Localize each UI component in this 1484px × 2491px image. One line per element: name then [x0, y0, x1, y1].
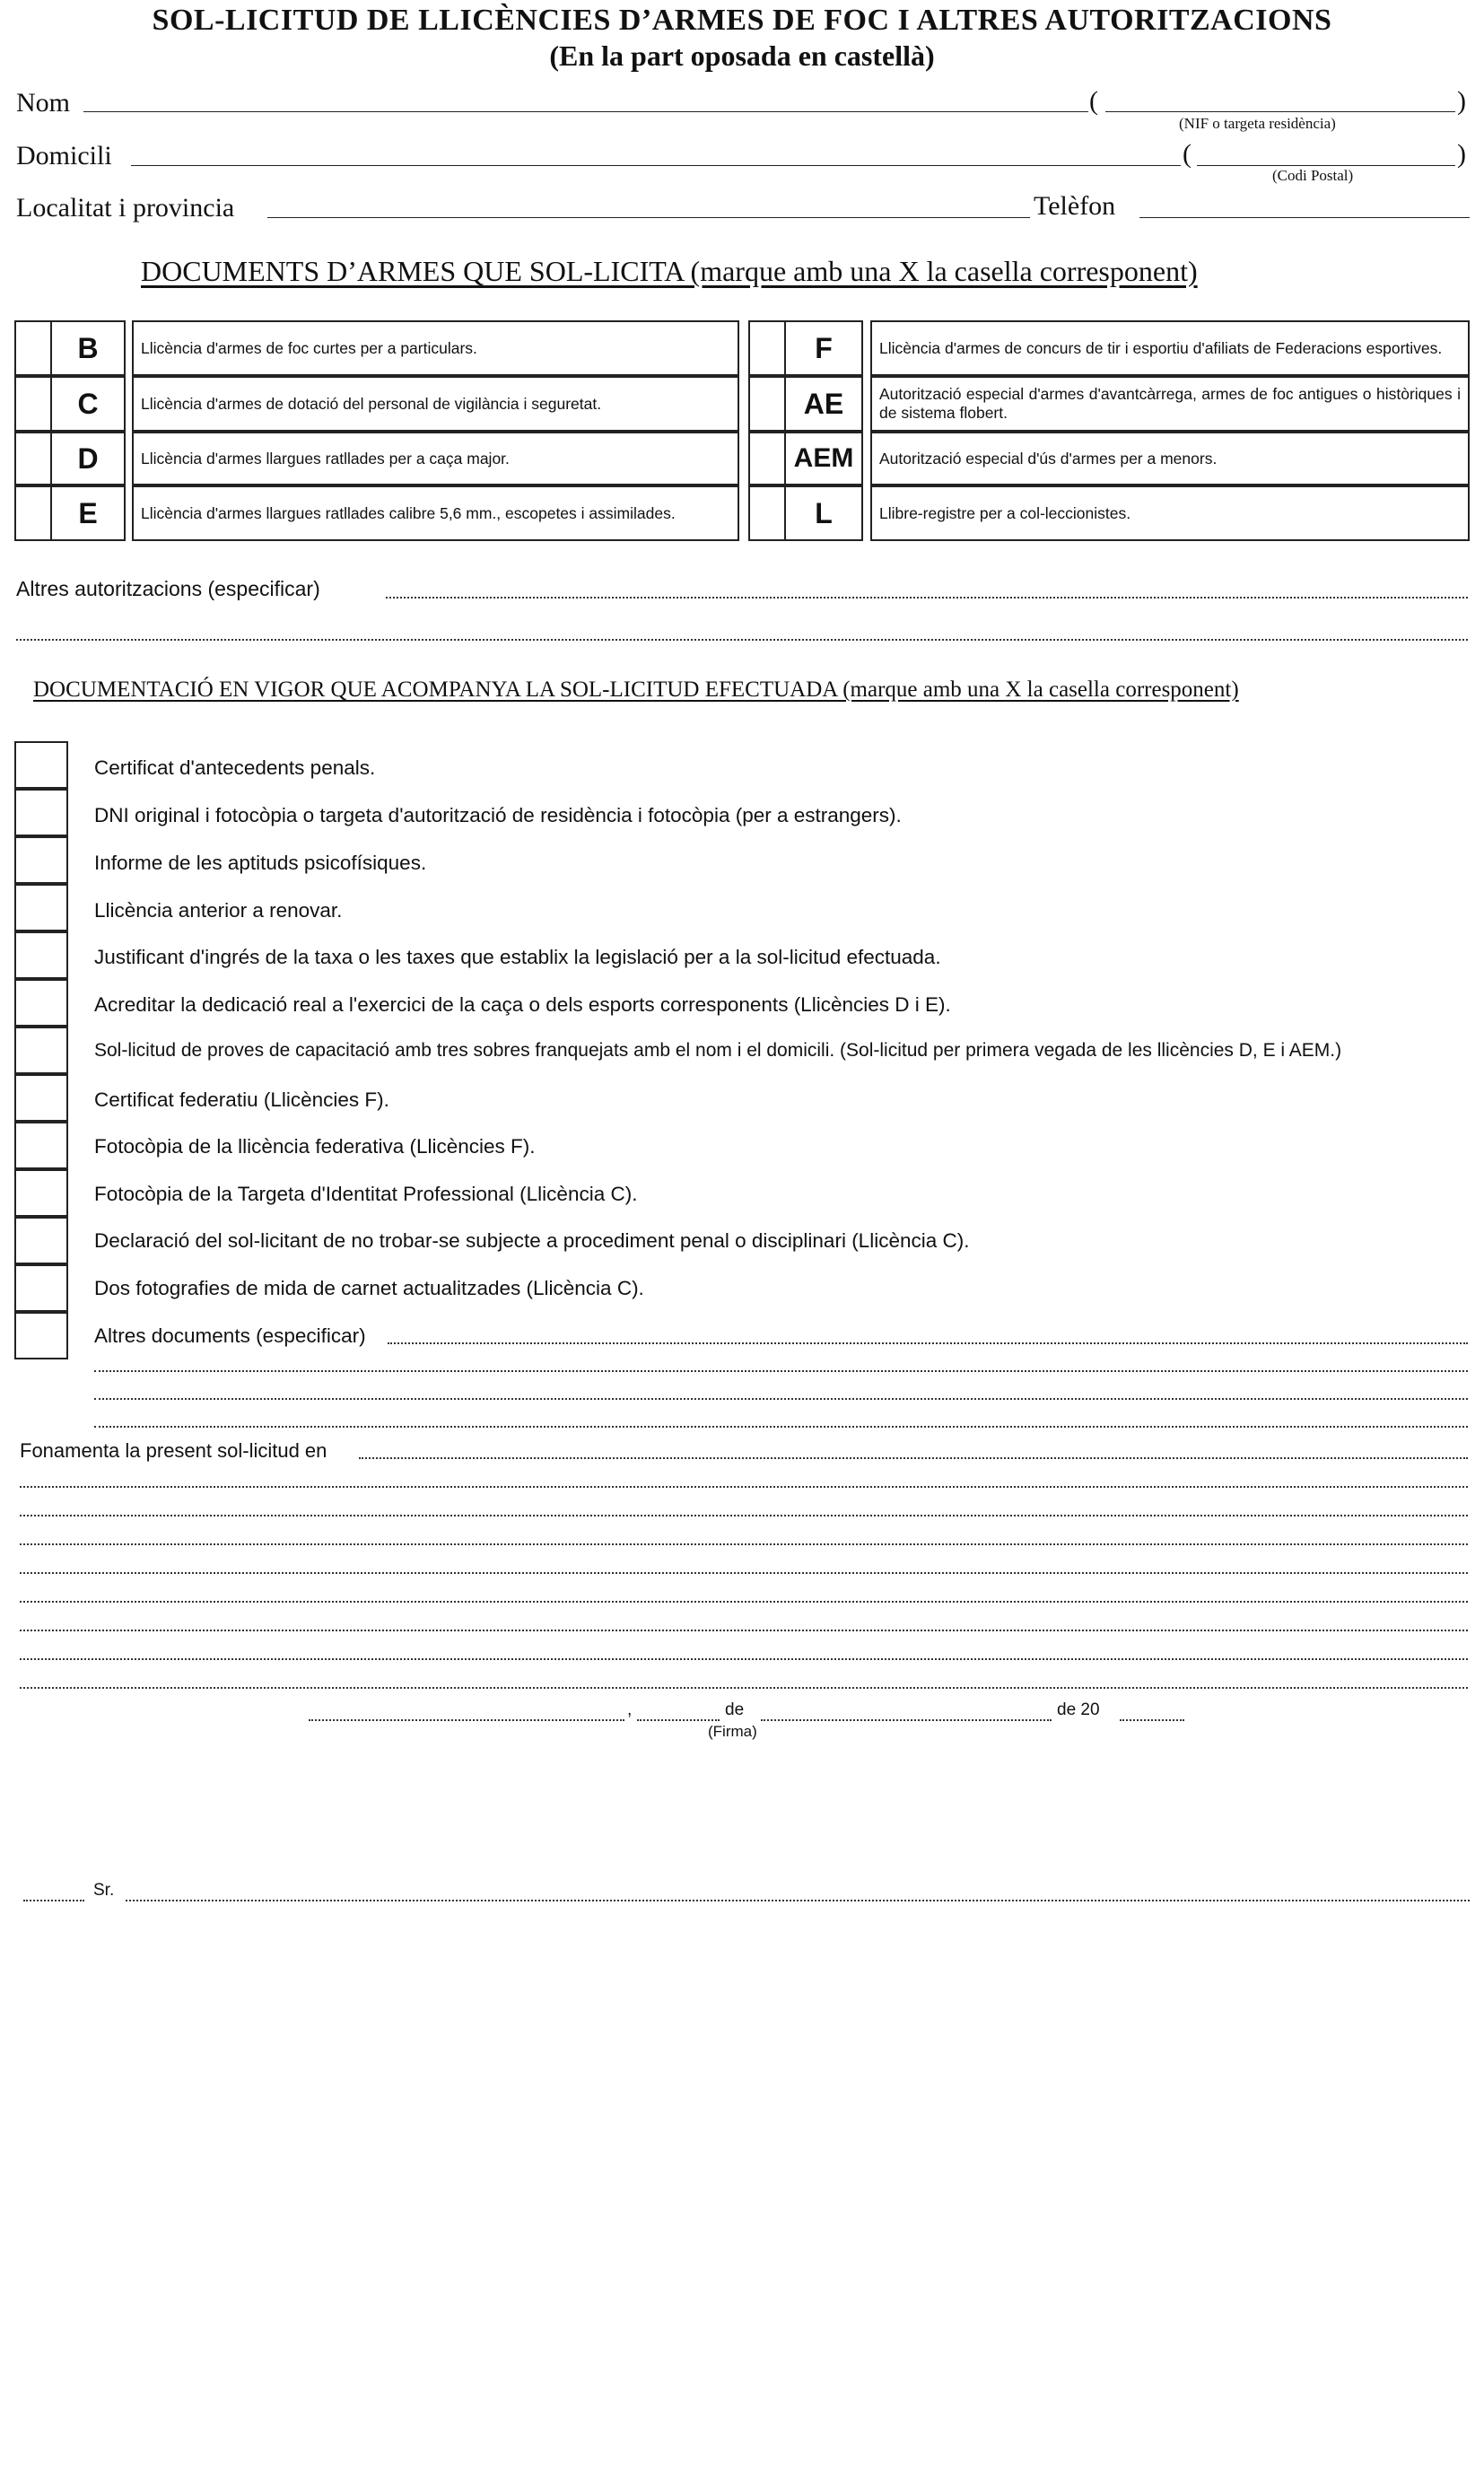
sr-prefix-field[interactable] — [23, 1900, 84, 1901]
licence-e-checkbox[interactable] — [14, 485, 52, 541]
doc-checkbox-6[interactable] — [14, 979, 68, 1027]
licence-f-code: F — [784, 320, 863, 376]
cp-hint: (Codi Postal) — [1272, 167, 1354, 184]
fonamenta-line-6[interactable] — [20, 1601, 1468, 1603]
other-docs-line-2[interactable] — [94, 1370, 1468, 1372]
licence-aem-checkbox[interactable] — [748, 432, 786, 485]
year-label: de 20 — [1057, 1700, 1100, 1719]
doc-checkbox-5[interactable] — [14, 931, 68, 979]
licence-b-text: Llicència d'armes de foc curtes per a particulars. — [141, 338, 477, 357]
licence-b-desc — [132, 320, 739, 376]
licences-section-title: DOCUMENTS D’ARMES QUE SOL-LICITA (marque amb una X la casella corresponent) — [141, 255, 1198, 287]
licence-d-code: D — [50, 432, 126, 485]
year-field[interactable] — [1120, 1719, 1184, 1721]
doc-checkbox-3[interactable] — [14, 836, 68, 884]
licence-e-desc — [132, 485, 739, 541]
licence-b-code: B — [50, 320, 126, 376]
de-label: de — [725, 1700, 745, 1719]
licence-c-desc — [132, 376, 739, 432]
sr-field[interactable] — [126, 1900, 1470, 1901]
sr-label: Sr. — [93, 1881, 115, 1900]
domicili-field[interactable] — [131, 165, 1181, 166]
doc-item-13: Altres documents (especificar) — [94, 1324, 366, 1347]
localitat-field[interactable] — [267, 217, 1030, 218]
doc-checkbox-9[interactable] — [14, 1122, 68, 1169]
cp-close-paren: ) — [1457, 139, 1466, 169]
doc-item-6: Acreditar la dedicació real a l'exercici de la caça o dels esports corresponents (Llicències D i E). — [94, 993, 951, 1016]
nom-field[interactable] — [83, 111, 1088, 112]
licence-d-desc — [132, 432, 739, 485]
fonamenta-label: Fonamenta la present sol-licitud en — [20, 1439, 327, 1462]
licence-f-text: Llicència d'armes de concurs de tir i esportiu d'afiliats de Federacions esportives. — [879, 338, 1443, 357]
doc-item-9: Fotocòpia de la llicència federativa (Llicències F). — [94, 1135, 536, 1158]
licence-l-checkbox[interactable] — [748, 485, 786, 541]
fonamenta-line-4[interactable] — [20, 1543, 1468, 1545]
licence-l-code: L — [784, 485, 863, 541]
licence-ae-text: Autorització especial d'armes d'avantcàrrega, armes de foc antigues o històriques i de sistema flobert. — [879, 385, 1461, 422]
fonamenta-line-1[interactable] — [359, 1457, 1468, 1459]
other-docs-line-3[interactable] — [94, 1398, 1468, 1400]
form-title: SOL-LICITUD DE LLICÈNCIES D’ARMES DE FOC I ALTRES AUTORITZACIONS — [152, 4, 1332, 37]
nif-open-paren: ( — [1089, 86, 1098, 116]
doc-item-3: Informe de les aptituds psicofísiques. — [94, 852, 427, 874]
fonamenta-line-2[interactable] — [20, 1486, 1468, 1488]
date-comma: , — [627, 1700, 633, 1719]
place-field[interactable] — [309, 1719, 624, 1721]
licence-e-text: Llicència d'armes llargues ratllades calibre 5,6 mm., escopetes i assimilades. — [141, 503, 676, 522]
doc-item-1: Certificat d'antecedents penals. — [94, 756, 376, 779]
doc-item-10: Fotocòpia de la Targeta d'Identitat Professional (Llicència C). — [94, 1183, 638, 1205]
licence-f-checkbox[interactable] — [748, 320, 786, 376]
fonamenta-line-5[interactable] — [20, 1572, 1468, 1574]
licence-ae-checkbox[interactable] — [748, 376, 786, 432]
licence-c-checkbox[interactable] — [14, 376, 52, 432]
cp-field[interactable] — [1197, 165, 1455, 166]
docs-section-title: DOCUMENTACIÓ EN VIGOR QUE ACOMPANYA LA SOL-LICITUD EFECTUADA (marque amb una X la casella corresponent) — [33, 677, 1239, 702]
licence-c-text: Llicència d'armes de dotació del personal de vigilància i seguretat. — [141, 394, 602, 413]
doc-checkbox-13[interactable] — [14, 1312, 68, 1359]
month-field[interactable] — [761, 1719, 1052, 1721]
telefon-label: Telèfon — [1034, 191, 1116, 221]
localitat-label: Localitat i provincia — [16, 193, 235, 223]
licence-l-desc — [870, 485, 1470, 541]
licence-d-text: Llicència d'armes llargues ratllades per a caça major. — [141, 449, 510, 468]
cp-open-paren: ( — [1183, 139, 1192, 169]
doc-item-5: Justificant d'ingrés de la taxa o les taxes que establix la legislació per a la sol-licitud efectuada. — [94, 946, 941, 968]
doc-item-7: Sol-licitud de proves de capacitació amb tres sobres franquejats amb el nom i el domicili. (Sol-licitud per primera vegada de les llicències D, E i AEM.) — [94, 1040, 1342, 1061]
nom-label: Nom — [16, 88, 70, 118]
licence-ae-code: AE — [784, 376, 863, 432]
licence-aem-code: AEM — [784, 432, 863, 485]
doc-checkbox-11[interactable] — [14, 1217, 68, 1264]
doc-checkbox-10[interactable] — [14, 1169, 68, 1217]
telefon-field[interactable] — [1139, 217, 1470, 218]
doc-item-4: Llicència anterior a renovar. — [94, 899, 343, 922]
other-auth-line-2[interactable] — [16, 639, 1468, 641]
licence-aem-text: Autorització especial d'ús d'armes per a menors. — [879, 449, 1218, 468]
licence-aem-desc — [870, 432, 1470, 485]
doc-item-11: Declaració del sol-licitant de no trobar-se subjecte a procediment penal o disciplinari (Llicència C). — [94, 1229, 970, 1252]
nif-hint: (NIF o targeta residència) — [1179, 115, 1336, 132]
doc-item-12: Dos fotografies de mida de carnet actualitzades (Llicència C). — [94, 1277, 644, 1299]
licence-b-checkbox[interactable] — [14, 320, 52, 376]
licence-d-checkbox[interactable] — [14, 432, 52, 485]
form-subtitle: (En la part oposada en castellà) — [549, 39, 935, 72]
domicili-label: Domicili — [16, 141, 112, 170]
doc-checkbox-12[interactable] — [14, 1264, 68, 1312]
doc-item-8: Certificat federatiu (Llicències F). — [94, 1088, 389, 1111]
licence-ae-desc — [870, 376, 1470, 432]
fonamenta-line-8[interactable] — [20, 1658, 1468, 1660]
licence-e-code: E — [50, 485, 126, 541]
fonamenta-line-3[interactable] — [20, 1515, 1468, 1516]
day-field[interactable] — [637, 1719, 720, 1721]
licence-l-text: Llibre-registre per a col-leccionistes. — [879, 503, 1131, 522]
doc-checkbox-7[interactable] — [14, 1027, 68, 1074]
other-docs-line-1[interactable] — [388, 1342, 1468, 1344]
fonamenta-line-9[interactable] — [20, 1687, 1468, 1689]
licence-f-desc — [870, 320, 1470, 376]
other-auth-line-1[interactable] — [386, 597, 1468, 599]
other-docs-line-4[interactable] — [94, 1426, 1468, 1428]
doc-checkbox-4[interactable] — [14, 884, 68, 931]
nif-close-paren: ) — [1457, 86, 1466, 116]
doc-item-2: DNI original i fotocòpia o targeta d'autorització de residència i fotocòpia (per a estrangers). — [94, 804, 902, 826]
nif-field[interactable] — [1105, 111, 1455, 112]
firma-label: (Firma) — [708, 1723, 757, 1740]
fonamenta-line-7[interactable] — [20, 1630, 1468, 1631]
doc-checkbox-2[interactable] — [14, 789, 68, 836]
doc-checkbox-8[interactable] — [14, 1074, 68, 1122]
licence-c-code: C — [50, 376, 126, 432]
other-auth-label: Altres autoritzacions (especificar) — [16, 577, 320, 600]
doc-checkbox-1[interactable] — [14, 741, 68, 789]
